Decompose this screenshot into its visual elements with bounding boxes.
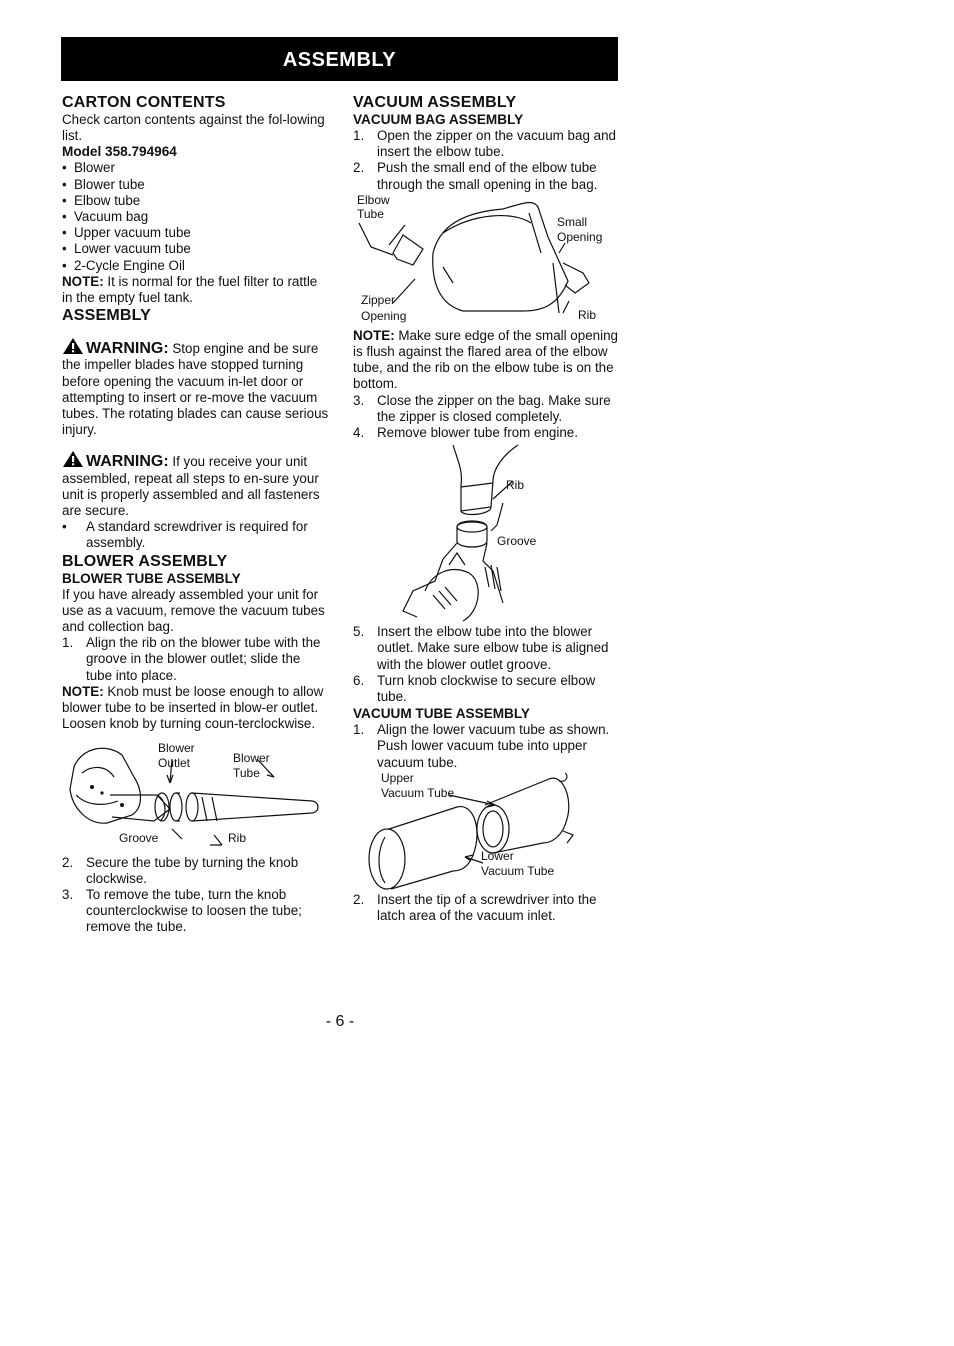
list-item: • 2-Cycle Engine Oil	[62, 258, 330, 274]
note-knob: NOTE: Knob must be loose enough to allow blower tube to be inserted in blow-er outlet. Loosen knob by turning coun-terclockwise.	[62, 683, 324, 732]
note-small-opening: NOTE: Make sure edge of the small opening is flush against the flared area of the elbow tube, and the rib on the elbow tube is on the bottom.	[353, 327, 618, 392]
list-item: • Upper vacuum tube	[62, 225, 330, 241]
bag-steps-a	[353, 128, 621, 193]
vacuum-tube-figure: Upper Vacuum Tube Lower Vacuum Tube	[353, 771, 621, 892]
list-item: • A standard screwdriver is required for assembly.	[62, 519, 330, 551]
carton-contents-heading: CARTON CONTENTS	[62, 94, 226, 111]
blower-steps-a	[62, 635, 330, 684]
bag-steps-b	[353, 393, 621, 442]
step-5: 5. Insert the elbow tube into the blower outlet. Make sure elbow tube is aligned with the blower outlet groove.	[353, 624, 609, 672]
list-item: • Blower tube	[62, 177, 330, 193]
vacuum-tube-steps-b	[353, 892, 621, 924]
page-number: - 6 -	[325, 1013, 355, 1030]
vacuum-assembly-heading: VACUUM ASSEMBLY	[353, 94, 517, 111]
list-item: • Lower vacuum tube	[62, 241, 330, 257]
vacuum-bag-assembly-heading: VACUUM BAG ASSEMBLY	[353, 112, 524, 127]
warning-triangle-icon	[62, 337, 84, 355]
section-banner: ASSEMBLY	[61, 37, 618, 81]
step-1: 1. Align the rib on the blower tube with the groove in the blower outlet; slide the tube into place.	[62, 635, 321, 683]
model-number: Model 358.794964	[62, 144, 177, 160]
blower-tube-assembly-heading: BLOWER TUBE ASSEMBLY	[62, 570, 241, 586]
warning-1: WARNING: Stop engine and be sure the impeller blades have stopped turning before opening the vacuum in-let door or attempting to insert or re-move the vacuum tubes. The rotating blades can cause serious injury.	[62, 337, 330, 438]
elbow-tube-illustration	[353, 441, 621, 624]
vacuum-bag-figure: Elbow Tube Small Opening Zipper Opening Rib	[353, 193, 621, 328]
step-1: 1. Align the lower vacuum tube as shown. Push lower vacuum tube into upper vacuum tube.	[353, 722, 610, 770]
left-column	[62, 94, 330, 936]
note-fuel-filter: NOTE: It is normal for the fuel filter to rattle in the empty fuel tank.	[62, 273, 318, 306]
vacuum-tube-assembly-heading: VACUUM TUBE ASSEMBLY	[353, 706, 530, 722]
step-4: 4. Remove blower tube from engine.	[353, 425, 578, 441]
step-2: 2. Secure the tube by turning the knob clockwise.	[62, 854, 299, 886]
step-6: 6. Turn knob clockwise to secure elbow tube.	[353, 672, 596, 705]
right-column	[353, 94, 621, 924]
carton-list	[62, 160, 330, 273]
blower-tube-illustration	[62, 737, 330, 855]
step-3: 3. Close the zipper on the bag. Make sure the zipper is closed completely.	[353, 392, 611, 424]
warning-2: WARNING: If you receive your unit assembled, repeat all steps to en-sure your unit is properly assembled and all fasteners are secure.	[62, 450, 330, 519]
warning-triangle-icon	[62, 450, 84, 468]
bag-steps-c	[353, 624, 621, 705]
list-item: • Vacuum bag	[62, 209, 330, 225]
blower-intro: If you have already assembled your unit for use as a vacuum, remove the vacuum tubes and collection bag.	[62, 586, 325, 635]
blower-tube-figure: Blower Outlet Blower Tube Groove Rib	[62, 737, 330, 855]
carton-intro: Check carton contents against the fol-lowing list.	[62, 112, 325, 144]
blower-steps-b	[62, 855, 330, 936]
blower-assembly-heading: BLOWER ASSEMBLY	[62, 552, 228, 570]
step-2: 2. Push the small end of the elbow tube through the small opening in the bag.	[353, 160, 598, 192]
elbow-tube-figure: Rib Groove	[353, 441, 621, 624]
requirements-list	[62, 519, 330, 551]
vacuum-tube-steps-a	[353, 722, 621, 771]
step-3: 3. To remove the tube, turn the knob counterclockwise to loosen the tube; remove the tube.	[62, 886, 302, 935]
step-1: 1. Open the zipper on the vacuum bag and insert the elbow tube.	[353, 128, 616, 160]
list-item: • Blower	[62, 160, 330, 176]
step-2: 2. Insert the tip of a screwdriver into the latch area of the vacuum inlet.	[353, 891, 597, 924]
assembly-heading: ASSEMBLY	[62, 307, 152, 325]
list-item: • Elbow tube	[62, 193, 330, 209]
